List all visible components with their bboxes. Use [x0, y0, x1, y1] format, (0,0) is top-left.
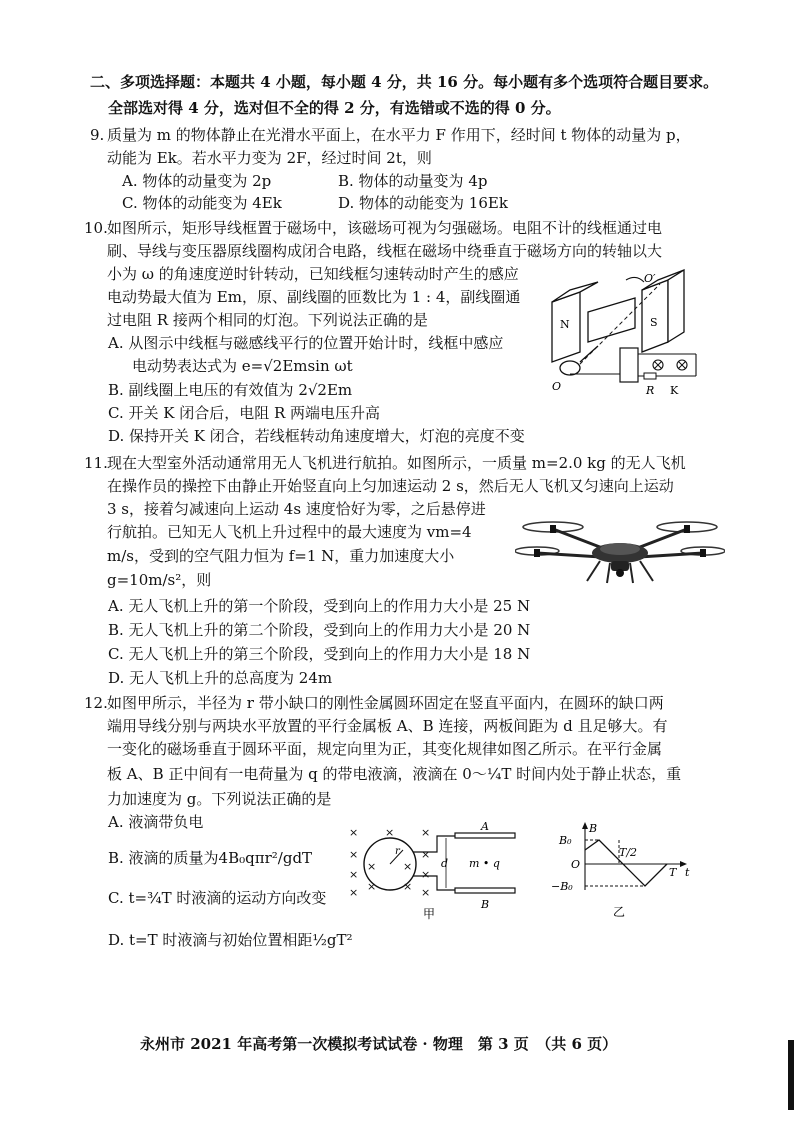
- q10-option-c: C. 开关 K 闭合后，电阻 R 两端电压升高: [108, 404, 381, 422]
- svg-text:×: ×: [421, 826, 431, 839]
- q11-line5: m/s，受到的空气阻力恒为 f=1 N，重力加速度大小: [107, 547, 455, 565]
- q10-line3: 小为 ω 的角速度逆时针转动，已知线框匀速转动时产生的感应: [107, 265, 519, 283]
- svg-text:×: ×: [403, 860, 413, 873]
- q9-stem-line2: 动能为 Ek。若水平力变为 2F，经过时间 2t，则: [107, 149, 432, 167]
- q12-option-a: A. 液滴带负电: [108, 813, 204, 831]
- q9-number: 9.: [90, 126, 105, 144]
- q12-line1: 如图甲所示，半径为 r 带小缺口的刚性金属圆环固定在竖直平面内，在圆环的缺口两: [107, 694, 664, 712]
- q10-option-a-line2: 电动势表达式为 e=√2Emsin ωt: [132, 357, 353, 375]
- q11-option-a: A. 无人飞机上升的第一个阶段，受到向上的作用力大小是 25 N: [108, 597, 531, 615]
- svg-text:×: ×: [349, 826, 359, 839]
- label-k: K: [670, 384, 679, 397]
- t-axis-label: t: [685, 866, 690, 879]
- neg-b0-label: −B₀: [551, 880, 573, 893]
- b0-label: B₀: [559, 834, 572, 847]
- q11-option-d: D. 无人飞机上升的总高度为 24m: [108, 669, 333, 687]
- q12-line3: 一变化的磁场垂直于圆环平面，规定向里为正，其变化规律如图乙所示。在平行金属: [107, 740, 663, 758]
- q12-option-b: B. 液滴的质量为4B₀qπr²/gdT: [108, 849, 313, 867]
- q12-number: 12.: [84, 694, 108, 712]
- svg-text:×: ×: [367, 860, 377, 873]
- svg-text:×: ×: [385, 826, 395, 839]
- svg-text:×: ×: [421, 848, 431, 861]
- q10-option-d: D. 保持开关 K 闭合，若线框转动角速度增大，灯泡的亮度不变: [108, 427, 525, 445]
- droplet-label: m • q: [469, 857, 500, 870]
- q9-option-b: B. 物体的动量变为 4p: [338, 172, 488, 190]
- q11-line1: 现在大型室外活动通常用无人飞机进行航拍。如图所示，一质量 m=2.0 kg 的无人飞机: [107, 454, 686, 472]
- q11-line3: 3 s，接着匀减速向上运动 4s 速度恰好为零，之后悬停进: [107, 500, 486, 518]
- half-period-label: T/2: [619, 846, 638, 859]
- scan-edge-mark: [788, 1040, 794, 1110]
- svg-text:×: ×: [349, 886, 359, 899]
- plate-a-label: A: [481, 820, 489, 833]
- svg-text:×: ×: [349, 868, 359, 881]
- q9-stem-line1: 质量为 m 的物体静止在光滑水平面上，在水平力 F 作用下，经时间 t 物体的动量为 p，: [107, 126, 691, 144]
- q10-line2: 刷、导线与变压器原线圈构成闭合电路，线框在磁场中绕垂直于磁场方向的转轴以大: [107, 242, 663, 260]
- q9-option-a: A. 物体的动量变为 2p: [122, 172, 272, 190]
- q10-line5: 过电阻 R 接两个相同的灯泡。下列说法正确的是: [107, 311, 428, 329]
- label-r: R: [646, 384, 655, 397]
- svg-text:×: ×: [421, 886, 431, 899]
- q10-option-a-line1: A. 从图示中线框与磁感线平行的位置开始计时，线框中感应: [108, 334, 504, 352]
- radius-label: r: [395, 846, 400, 857]
- period-label: T: [669, 866, 677, 879]
- plate-gap-label: d: [441, 857, 449, 870]
- label-o-prime: O′: [644, 272, 656, 285]
- svg-text:×: ×: [367, 880, 377, 893]
- page-footer: 永州市 2021 年高考第一次模拟考试试卷 · 物理 第 3 页 （共 6 页）: [140, 1035, 618, 1053]
- q12-line4: 板 A、B 正中间有一电荷量为 q 的带电液滴，液滴在 0～¼T 时间内处于静止状态，重: [107, 765, 682, 783]
- q12-option-c: C. t=¾T 时液滴的运动方向改变: [108, 889, 327, 907]
- svg-text:×: ×: [421, 868, 431, 881]
- q10-line4: 电动势最大值为 Em，原、副线圈的匝数比为 1 : 4，副线圈通: [107, 288, 521, 306]
- q12-line2: 端用导线分别与两块水平放置的平行金属板 A、B 连接，两板间距为 d 且足够大。有: [107, 717, 668, 735]
- plate-b-label: B: [481, 898, 490, 911]
- q11-option-b: B. 无人飞机上升的第二个阶段，受到向上的作用力大小是 20 N: [108, 621, 531, 639]
- q9-option-d: D. 物体的动能变为 16Ek: [338, 194, 508, 212]
- q11-line4: 行航拍。已知无人飞机上升过程中的最大速度为 vm=4: [107, 523, 472, 541]
- label-o: O: [552, 380, 562, 393]
- origin-label: O: [571, 858, 581, 871]
- q10-option-b: B. 副线圈上电压的有效值为 2√2Em: [108, 381, 353, 399]
- section-title: 二、多项选择题：本题共 4 小题，每小题 4 分，共 16 分。每小题有多个选项符合题目要求。: [90, 73, 719, 91]
- q9-option-c: C. 物体的动能变为 4Ek: [122, 194, 282, 212]
- q10-generator-figure: [540, 262, 710, 412]
- caption-jia: 甲: [423, 907, 436, 920]
- b-axis-label: B: [589, 822, 598, 835]
- q11-line2: 在操作员的操控下由静止开始竖直向上匀加速运动 2 s，然后无人飞机又匀速向上运动: [107, 477, 674, 495]
- caption-yi: 乙: [613, 905, 626, 919]
- section-rule: 全部选对得 4 分，选对但不全的得 2 分，有选错或不选的得 0 分。: [108, 99, 561, 117]
- label-s: S: [650, 316, 658, 329]
- q10-number: 10.: [84, 219, 108, 237]
- q10-line1: 如图所示，矩形导线框置于磁场中，该磁场可视为匀强磁场。电阻不计的线框通过电: [107, 219, 663, 237]
- q11-line6: g=10m/s²，则: [107, 571, 212, 589]
- q12-figure-jia: [345, 820, 525, 920]
- label-n: N: [560, 318, 570, 331]
- svg-text:×: ×: [349, 848, 359, 861]
- drone-image: [515, 505, 725, 590]
- q11-option-c: C. 无人飞机上升的第三个阶段，受到向上的作用力大小是 18 N: [108, 645, 531, 663]
- q11-number: 11.: [84, 454, 108, 472]
- q12-figure-yi: [545, 820, 695, 920]
- svg-text:×: ×: [403, 880, 413, 893]
- q12-line5: 力加速度为 g。下列说法正确的是: [107, 790, 332, 808]
- q12-option-d: D. t=T 时液滴与初始位置相距½gT²: [108, 931, 353, 949]
